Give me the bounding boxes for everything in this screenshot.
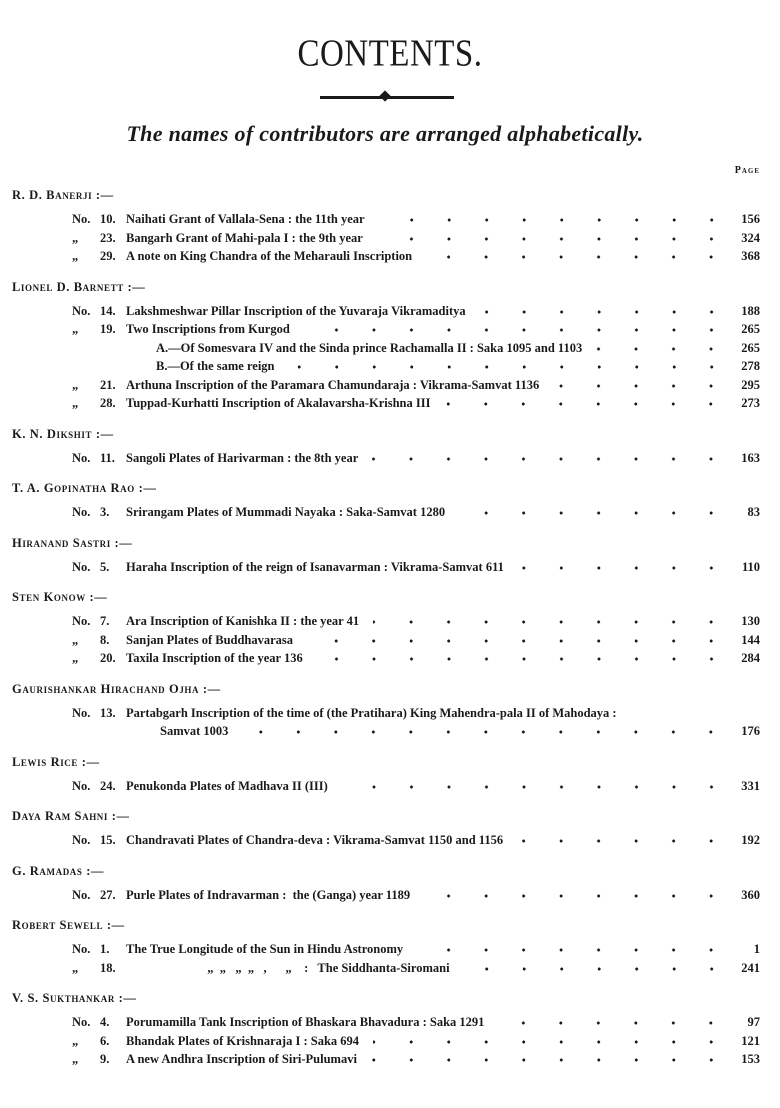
dot-leader: [373, 619, 730, 625]
dot-leader: [304, 327, 730, 333]
entry-prefix: „: [72, 1033, 79, 1048]
entry-prefix: „: [72, 249, 79, 263]
dot-leader: [289, 364, 730, 370]
toc-entry[interactable]: [12, 959, 760, 978]
toc-entry[interactable]: [12, 357, 760, 376]
entry-title: Sangoli Plates of Harivarman : the 8th year: [126, 450, 359, 465]
entry-prefix: No.: [72, 303, 91, 318]
contributor-name: T. A. Gopinatha Rao :—: [12, 481, 157, 495]
toc-entry[interactable]: [12, 339, 760, 358]
dot-leader: [317, 656, 730, 662]
entry-number: 3.: [100, 505, 110, 519]
entry-prefix: No.: [72, 559, 91, 574]
entry-title: Tuppad-Kurhatti Inscription of Akalavarsha-Krishna III: [126, 396, 431, 410]
entry-prefix: No.: [72, 1015, 91, 1029]
ornament-divider: [320, 96, 454, 99]
contributor-name: Hiranand Sastri :—: [12, 535, 133, 550]
page-number: 284: [741, 651, 760, 665]
dot-leader: [377, 236, 730, 242]
page-number: 360: [741, 887, 760, 902]
entry-number: 23.: [100, 230, 116, 245]
dot-leader: [498, 1020, 730, 1026]
page-number: 331: [741, 778, 760, 793]
toc-entry[interactable]: [12, 503, 760, 522]
entry-number: 21.: [100, 377, 116, 392]
dot-leader: [517, 838, 730, 844]
contributor-name: Lionel D. Barnett :—: [12, 279, 146, 294]
contributor-name: Sten Konow :—: [12, 590, 108, 604]
dot-leader: [373, 1039, 730, 1045]
contributor-section: [12, 588, 760, 668]
entry-title: Chandravati Plates of Chandra-deva : Vikrama-Samvat 1150 and 1156: [126, 833, 504, 847]
entry-prefix: No.: [72, 450, 91, 465]
page-number: 163: [741, 450, 760, 465]
dot-leader: [424, 893, 730, 899]
entry-prefix: No.: [72, 887, 91, 902]
entry-title: Sanjan Plates of Buddhavarasa: [126, 632, 294, 647]
toc-entry[interactable]: [12, 394, 760, 413]
contributor-name: R. D. Banerji :—: [12, 188, 114, 202]
entry-title: Two Inscriptions from Kurgod: [126, 322, 290, 336]
entry-number: 15.: [100, 833, 116, 847]
page-number: 110: [741, 559, 760, 574]
page-number: 368: [741, 249, 760, 263]
entry-prefix: No.: [72, 505, 91, 519]
page-number: 176: [741, 724, 760, 738]
entry-title: A new Andhra Inscription of Siri-Pulumavi: [126, 1052, 357, 1066]
contributor-section: [12, 186, 760, 266]
page-number: 265: [741, 322, 760, 336]
contributor-section: [12, 479, 760, 522]
entry-title: Partabgarh Inscription of the time of (the Pratihara) King Mahendra-pala II of Mahodaya :: [126, 705, 617, 720]
page-title: CONTENTS.: [297, 33, 483, 75]
dot-leader: [371, 1057, 730, 1063]
entry-title: A note on King Chandra of the Meharauli Inscription: [126, 249, 413, 263]
page-number: 188: [741, 303, 760, 318]
entry-title: Samvat 1003: [160, 724, 229, 738]
toc-entry[interactable]: [12, 940, 760, 959]
page-number: 324: [741, 230, 760, 245]
toc-entry[interactable]: [12, 229, 760, 248]
dot-leader: [631, 711, 730, 717]
toc-entry[interactable]: [12, 302, 760, 321]
entry-prefix: No.: [72, 705, 91, 720]
page-column-header: Page: [734, 165, 760, 176]
dot-leader: [417, 947, 730, 953]
toc-entry[interactable]: [12, 247, 760, 266]
toc-entry[interactable]: [12, 612, 760, 631]
toc-entry[interactable]: [12, 649, 760, 668]
page-number: 97: [747, 1015, 760, 1029]
entry-title: Ara Inscription of Kanishka II : the year 41: [126, 614, 360, 628]
entry-prefix: „: [72, 377, 79, 392]
entry-title: Naihati Grant of Vallala-Sena : the 11th year: [126, 212, 365, 226]
contributor-section: [12, 278, 760, 413]
toc-entry[interactable]: [12, 886, 760, 905]
dot-leader: [242, 729, 730, 735]
entry-prefix: „: [72, 960, 79, 975]
dot-leader: [379, 217, 730, 223]
entry-number: 6.: [100, 1033, 110, 1048]
toc-entry[interactable]: [12, 1013, 760, 1032]
entry-title: Taxila Inscription of the year 136: [126, 651, 303, 665]
entry-title: Arthuna Inscription of the Paramara Chamundaraja : Vikrama-Samvat 1136: [126, 377, 540, 392]
contributor-section: [12, 753, 760, 796]
entry-number: 29.: [100, 249, 116, 263]
toc-entry[interactable]: [12, 320, 760, 339]
entry-prefix: „: [72, 1052, 79, 1066]
dot-leader: [372, 456, 730, 462]
toc-entry[interactable]: [12, 210, 760, 229]
entry-title: Penukonda Plates of Madhava II (III): [126, 778, 328, 793]
toc-entry[interactable]: [12, 704, 760, 723]
entry-prefix: „: [72, 651, 79, 665]
entry-number: 27.: [100, 887, 116, 902]
contributor-name: G. Ramadas :—: [12, 863, 105, 878]
dot-leader: [342, 784, 730, 790]
contributor-name: Daya Ram Sahni :—: [12, 809, 130, 823]
entry-title: B.—Of the same reign: [156, 359, 275, 373]
page-number: 121: [741, 1033, 760, 1048]
dot-leader: [518, 565, 730, 571]
entry-number: 11.: [100, 450, 115, 465]
entry-number: 9.: [100, 1052, 110, 1066]
contributor-section: [12, 534, 760, 577]
entry-number: 19.: [100, 322, 116, 336]
entry-title: Bhandak Plates of Krishnaraja I : Saka 694: [126, 1033, 360, 1048]
subtitle: The names of contributors are arranged alphabetically.: [126, 121, 644, 146]
toc-entry[interactable]: [12, 449, 760, 468]
entry-title: Porumamilla Tank Inscription of Bhaskara Bhavadura : Saka 1291: [126, 1015, 485, 1029]
page-number: 153: [741, 1052, 760, 1066]
entry-prefix: No.: [72, 212, 91, 226]
toc-entry[interactable]: [12, 1032, 760, 1051]
entry-prefix: No.: [72, 614, 91, 628]
dot-leader: [444, 401, 730, 407]
dot-leader: [307, 638, 730, 644]
toc-entry[interactable]: [12, 831, 760, 850]
entry-number: 24.: [100, 778, 116, 793]
page-number: 273: [741, 396, 760, 410]
contributor-section: [12, 807, 760, 850]
page-number: 192: [741, 833, 760, 847]
toc-entry[interactable]: [12, 631, 760, 650]
entry-number: 18.: [100, 960, 116, 975]
dot-leader: [464, 966, 730, 972]
entry-title: Srirangam Plates of Mummadi Nayaka : Saka-Samvat 1280: [126, 505, 446, 519]
entry-prefix: „: [72, 230, 79, 245]
contributor-section: [12, 680, 760, 741]
entry-prefix: No.: [72, 942, 91, 956]
contributor-section: [12, 916, 760, 977]
entry-title: A.—Of Somesvara IV and the Sinda prince Rachamalla II : Saka 1095 and 1103: [156, 340, 583, 355]
entry-number: 13.: [100, 705, 116, 720]
entry-number: 8.: [100, 632, 110, 647]
page-number: 156: [741, 212, 760, 226]
page-number: 1: [753, 942, 760, 956]
toc-entry[interactable]: [12, 376, 760, 395]
entry-prefix: No.: [72, 778, 91, 793]
entry-title: Lakshmeshwar Pillar Inscription of the Yuvaraja Vikramaditya: [126, 303, 466, 318]
contributor-name: Lewis Rice :—: [12, 754, 100, 769]
dot-leader: [553, 383, 730, 389]
dot-leader: [596, 346, 730, 352]
page-number: 295: [741, 377, 760, 392]
page-number: 265: [741, 340, 760, 355]
contributor-section: [12, 862, 760, 905]
page-number: 278: [741, 359, 760, 373]
page-number: 130: [741, 614, 760, 628]
toc-entry[interactable]: [12, 722, 760, 741]
entry-number: 14.: [100, 303, 116, 318]
entry-number: 20.: [100, 651, 116, 665]
entry-number: 1.: [100, 942, 110, 956]
entry-title: Bangarh Grant of Mahi-pala I : the 9th year: [126, 230, 363, 245]
contributor-name: Gaurishankar Hirachand Ojha :—: [12, 681, 221, 696]
entry-title: Haraha Inscription of the reign of Isanavarman : Vikrama-Samvat 611: [126, 559, 504, 574]
page-number: 241: [741, 960, 760, 975]
contributor-section: [12, 989, 760, 1069]
entry-number: 5.: [100, 559, 110, 574]
page-number: 144: [741, 632, 760, 647]
toc-entry[interactable]: [12, 777, 760, 796]
toc-entry[interactable]: [12, 558, 760, 577]
entry-prefix: „: [72, 396, 79, 410]
toc-entry[interactable]: [12, 1050, 760, 1069]
dot-leader: [426, 254, 730, 260]
entry-prefix: „: [72, 632, 79, 647]
contributor-name: Robert Sewell :—: [12, 918, 125, 932]
entry-prefix: „: [72, 322, 79, 336]
page-number: 83: [747, 505, 760, 519]
entry-title: The True Longitude of the Sun in Hindu Astronomy: [126, 942, 404, 956]
entry-prefix: No.: [72, 833, 91, 847]
contributor-name: V. S. Sukthankar :—: [12, 991, 137, 1005]
dot-leader: [480, 309, 730, 315]
entry-title: Purle Plates of Indravarman : the (Ganga) year 1189: [126, 887, 411, 902]
contributor-section: [12, 425, 760, 468]
entry-number: 7.: [100, 614, 110, 628]
entry-number: 28.: [100, 396, 116, 410]
dot-leader: [459, 510, 730, 516]
table-of-contents: [12, 186, 760, 1069]
contributor-name: K. N. Dikshit :—: [12, 426, 114, 441]
entry-number: 4.: [100, 1015, 110, 1029]
entry-title: „ „ „ „ , „ : The Siddhanta-Siromani: [126, 960, 450, 975]
entry-number: 10.: [100, 212, 116, 226]
